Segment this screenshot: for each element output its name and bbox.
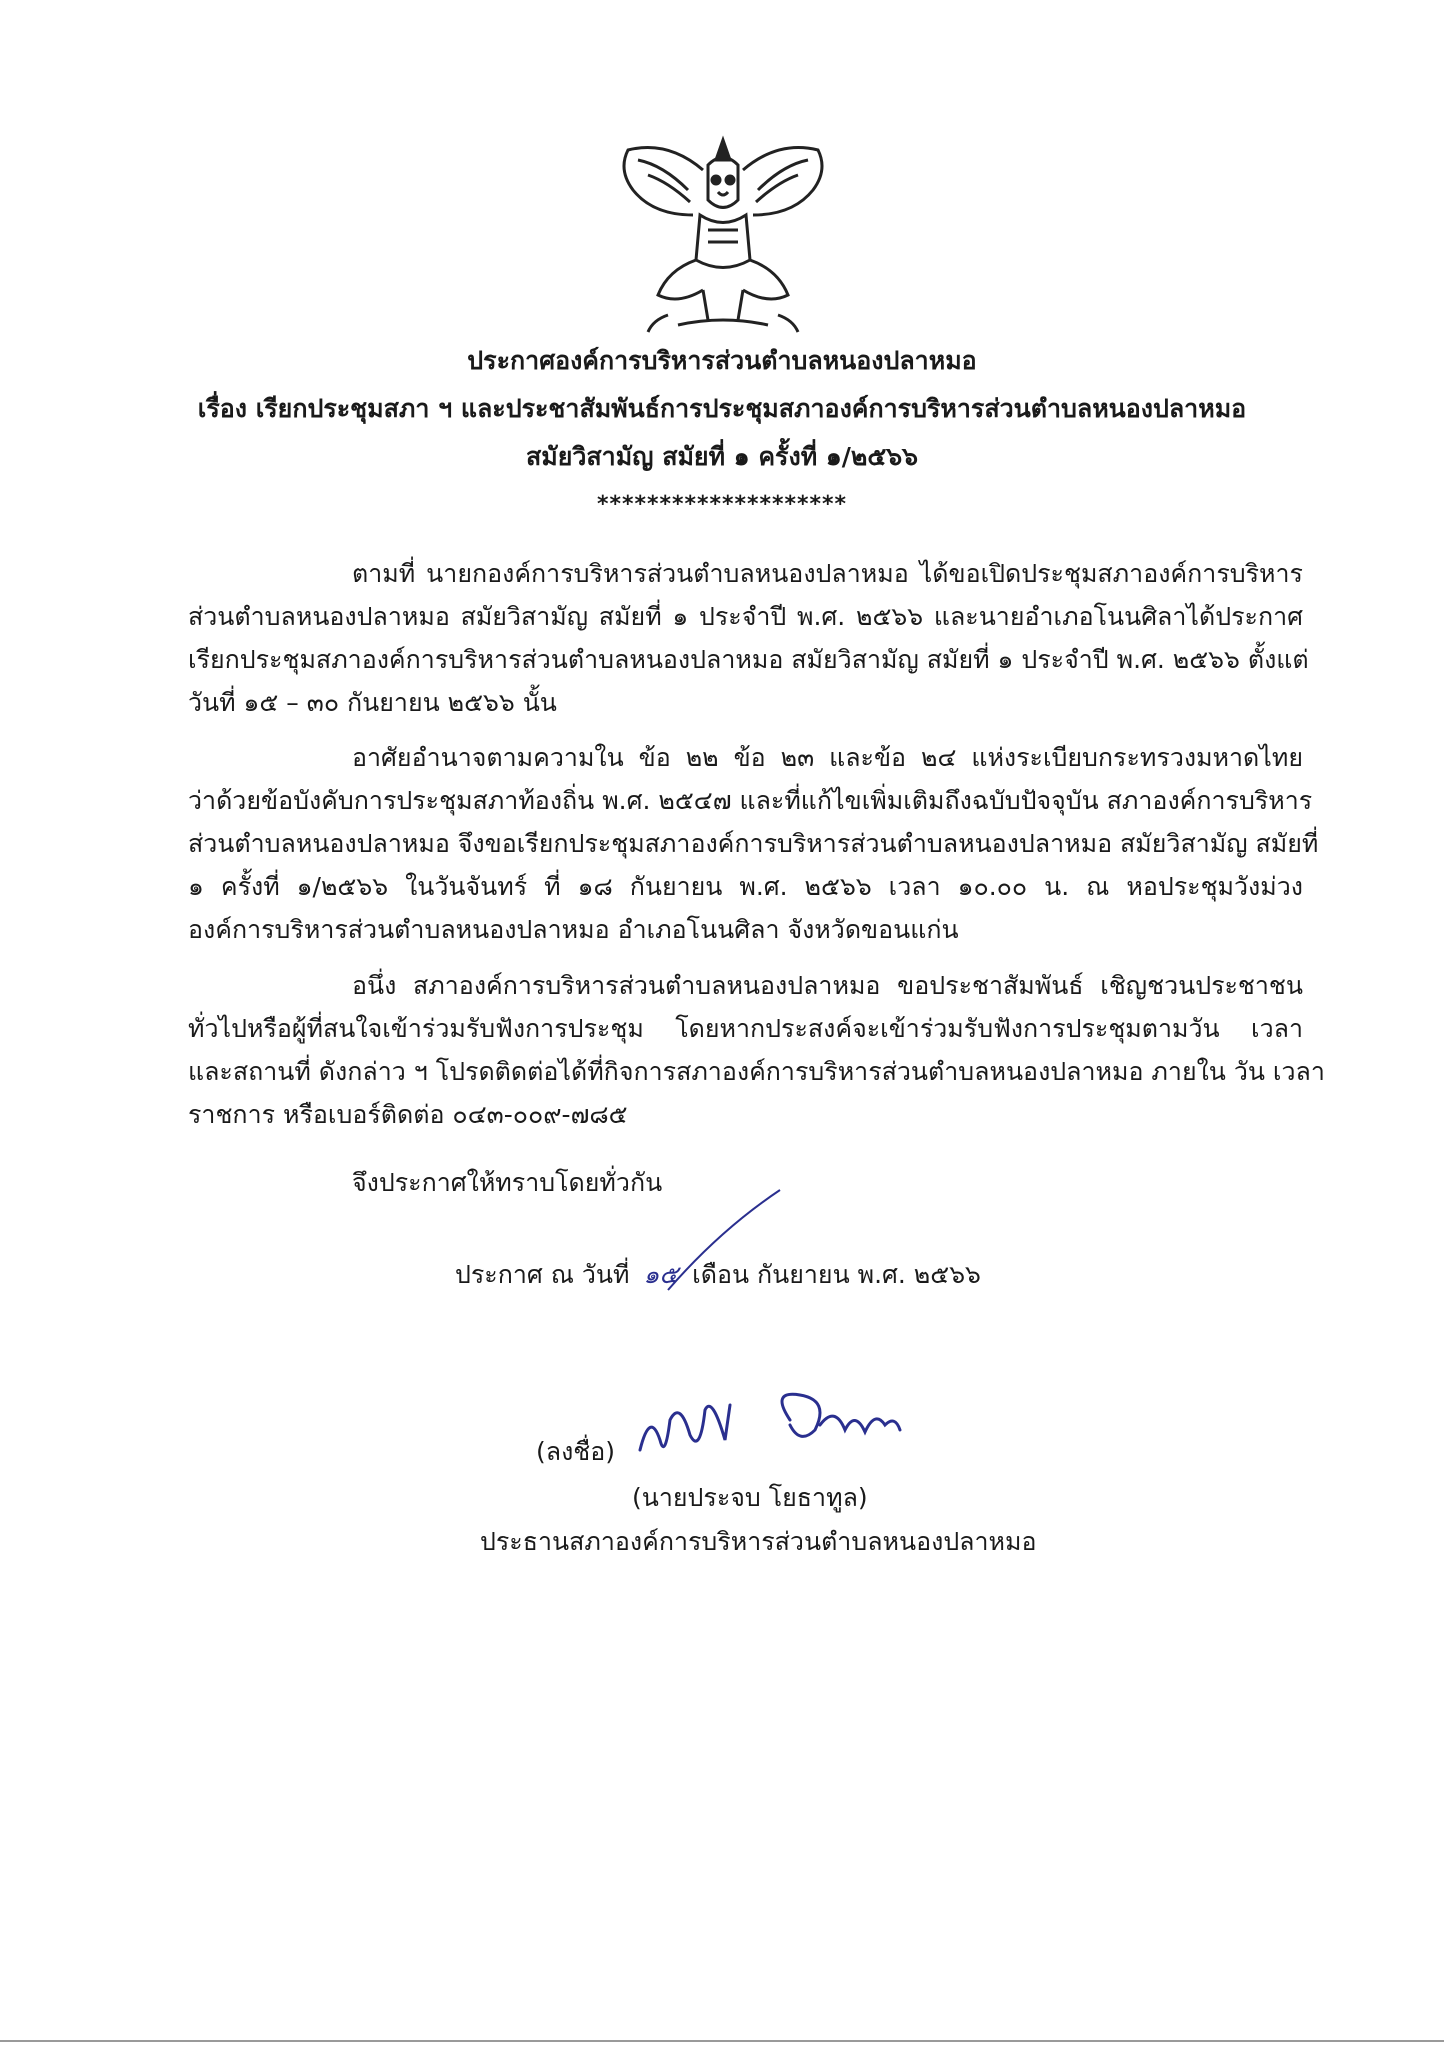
paragraph-line: องค์การบริหารส่วนตำบลหนองปลาหมอ อำเภอโนนศิลา จังหวัดขอนแก่น xyxy=(188,915,959,944)
announcement-heading: ประกาศองค์การบริหารส่วนตำบลหนองปลาหมอ xyxy=(467,346,977,375)
dateline xyxy=(455,1255,981,1295)
paragraph-line: วันที่ ๑๕ – ๓๐ กันยายน ๒๕๖๖ นั้น xyxy=(188,688,557,717)
paragraph-1 xyxy=(188,552,1309,724)
paragraph-line: ๑ ครั้งที่ ๑/๒๕๖๖ ในวันจันทร์ ที่ ๑๘ กันยายน พ.ศ. ๒๕๖๖ เวลา ๑๐.๐๐ น. ณ หอประชุมวังม่วง xyxy=(188,872,1303,901)
paragraph-line: ส่วนตำบลหนองปลาหมอ จึงขอเรียกประชุมสภาองค์การบริหารส่วนตำบลหนองปลาหมอ สมัยวิสามัญ สมัยที่ xyxy=(188,829,1319,858)
dateline-suffix: เดือน กันยายน พ.ศ. ๒๕๖๖ xyxy=(692,1260,981,1289)
signatory-position: ประธานสภาองค์การบริหารส่วนตำบลหนองปลาหมอ xyxy=(480,1527,1037,1556)
paragraph-line: อนึ่ง สภาองค์การบริหารส่วนตำบลหนองปลาหมอ ขอประชาสัมพันธ์ เชิญชวนประชาชน xyxy=(352,971,1303,1000)
garuda-emblem-icon xyxy=(608,120,838,340)
page-bottom-border xyxy=(0,2040,1444,2042)
paragraph-line: และสถานที่ ดังกล่าว ฯ โปรดติดต่อได้ที่กิจการสภาองค์การบริหารส่วนตำบลหนองปลาหมอ ภายใน วัน เวลา xyxy=(188,1057,1325,1086)
paragraph-line: ตามที่ นายกองค์การบริหารส่วนตำบลหนองปลาหมอ ได้ขอเปิดประชุมสภาองค์การบริหาร xyxy=(352,559,1303,588)
paragraph-line: ว่าด้วยข้อบังคับการประชุมสภาท้องถิ่น พ.ศ. ๒๕๔๗ และที่แก้ไขเพิ่มเติมถึงฉบับปัจจุบัน สภาองค์การบริหาร xyxy=(188,786,1313,815)
separator: ******************** xyxy=(596,492,848,517)
paragraph-line: เรียกประชุมสภาองค์การบริหารส่วนตำบลหนองปลาหมอ สมัยวิสามัญ สมัยที่ ๑ ประจำปี พ.ศ. ๒๕๖๖ ตั้งแต่ xyxy=(188,645,1309,674)
session-line: สมัยวิสามัญ สมัยที่ ๑ ครั้งที่ ๑/๒๕๖๖ xyxy=(525,442,919,471)
handwritten-signature xyxy=(640,1394,900,1450)
paragraph-line: ส่วนตำบลหนองปลาหมอ สมัยวิสามัญ สมัยที่ ๑ ประจำปี พ.ศ. ๒๕๖๖ และนายอำเภอโนนศิลาได้ประกาศ xyxy=(188,602,1303,631)
paragraph-line: อาศัยอำนาจตามความใน ข้อ ๒๒ ข้อ ๒๓ และข้อ ๒๔ แห่งระเบียบกระทรวงมหาดไทย xyxy=(352,743,1303,772)
subject-line: เรื่อง เรียกประชุมสภา ฯ และประชาสัมพันธ์การประชุมสภาองค์การบริหารส่วนตำบลหนองปลาหมอ xyxy=(197,394,1247,423)
paragraph-3 xyxy=(188,964,1325,1136)
signature-label: (ลงชื่อ) xyxy=(536,1437,616,1466)
signatory-name: (นายประจบ โยธาทูล) xyxy=(632,1483,868,1512)
dateline-day: ๑๕ xyxy=(643,1260,679,1289)
dateline-prefix: ประกาศ ณ วันที่ xyxy=(455,1260,630,1289)
closing-statement: จึงประกาศให้ทราบโดยทั่วกัน xyxy=(352,1168,663,1197)
paragraph-line: ราชการ หรือเบอร์ติดต่อ ๐๔๓-๐๐๙-๗๘๕ xyxy=(188,1100,628,1129)
paragraph-line: ทั่วไปหรือผู้ที่สนใจเข้าร่วมรับฟังการประชุม โดยหากประสงค์จะเข้าร่วมรับฟังการประชุมตามวัน เวลา xyxy=(188,1014,1303,1043)
paragraph-2 xyxy=(188,736,1319,951)
